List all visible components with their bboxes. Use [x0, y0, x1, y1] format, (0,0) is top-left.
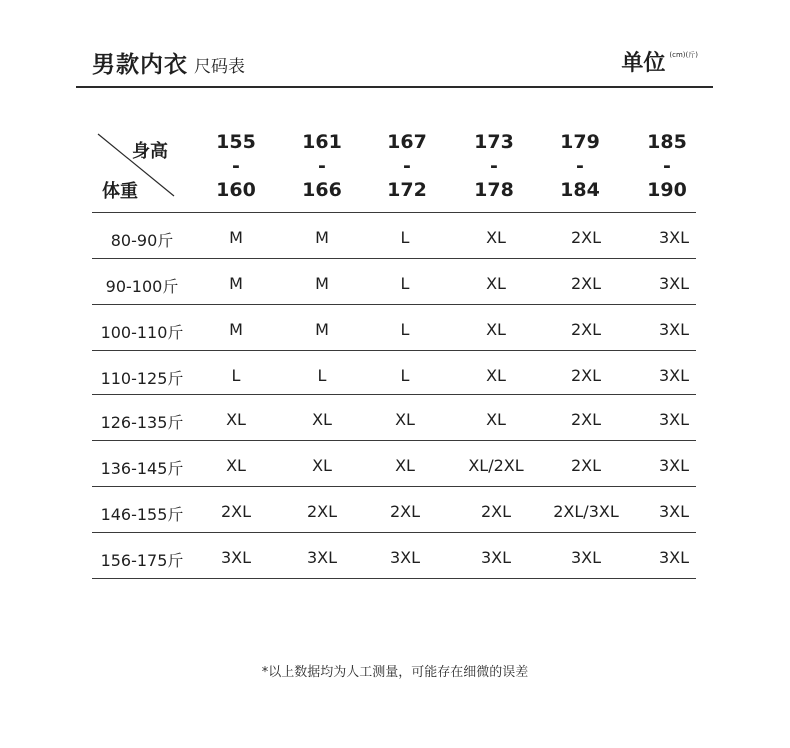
size-cell: 3XL — [389, 548, 421, 567]
row-divider — [92, 394, 696, 395]
row-divider — [92, 578, 696, 579]
size-cell: 3XL — [658, 320, 690, 339]
row-divider — [92, 304, 696, 305]
row-weight-label: 156-175斤 — [100, 551, 184, 570]
size-cell: XL — [395, 456, 415, 475]
size-cell: XL — [312, 456, 332, 475]
row-divider — [92, 486, 696, 487]
size-cell: XL — [486, 410, 506, 429]
size-cell: M — [229, 228, 243, 247]
title-divider — [76, 86, 713, 88]
row-weight-label: 80-90斤 — [110, 231, 174, 250]
size-cell: 3XL — [658, 410, 690, 429]
size-cell: L — [400, 228, 410, 247]
row-weight-label: 90-100斤 — [105, 277, 179, 296]
size-cell: M — [315, 320, 329, 339]
column-header: 167 - 172 — [387, 131, 427, 201]
size-cell: L — [400, 274, 410, 293]
size-cell: 2XL — [570, 366, 602, 385]
row-weight-label: 146-155斤 — [100, 505, 184, 524]
size-cell: 3XL — [570, 548, 602, 567]
size-cell: XL — [486, 274, 506, 293]
size-cell: 3XL — [658, 548, 690, 567]
corner-weight-label: 体重 — [102, 181, 138, 202]
unit-label — [621, 46, 698, 77]
size-cell: 2XL — [570, 320, 602, 339]
footnote: *以上数据均为人工测量，可能存在细微的误差 — [261, 665, 529, 680]
size-cell: 3XL — [658, 228, 690, 247]
row-weight-label: 126-135斤 — [100, 413, 184, 432]
column-header: 173 - 178 — [474, 131, 514, 201]
size-cell: 3XL — [658, 366, 690, 385]
size-cell: L — [317, 366, 327, 385]
size-cell: 2XL — [306, 502, 338, 521]
row-divider — [92, 212, 696, 213]
size-cell: 2XL — [570, 228, 602, 247]
table-corner-header — [92, 130, 182, 206]
size-cell: XL/2XL — [468, 456, 524, 475]
size-cell: 3XL — [658, 456, 690, 475]
size-cell: 2XL — [570, 410, 602, 429]
size-cell: 2XL/3XL — [553, 502, 619, 521]
size-cell: L — [400, 366, 410, 385]
title-main: 男款内衣 — [92, 52, 188, 78]
size-cell: M — [315, 228, 329, 247]
corner-height-label: 身高 — [132, 141, 168, 162]
size-cell: 3XL — [480, 548, 512, 567]
size-cell: 3XL — [658, 274, 690, 293]
size-cell: M — [229, 274, 243, 293]
column-header: 179 - 184 — [560, 131, 600, 201]
title-sub: 尺码表 — [194, 57, 245, 77]
page-title — [92, 46, 245, 79]
size-cell: 3XL — [306, 548, 338, 567]
size-cell: 2XL — [570, 274, 602, 293]
size-cell: L — [231, 366, 241, 385]
size-cell: M — [315, 274, 329, 293]
column-header: 155 - 160 — [216, 131, 256, 201]
row-divider — [92, 258, 696, 259]
size-cell: 2XL — [570, 456, 602, 475]
row-divider — [92, 440, 696, 441]
row-weight-label: 136-145斤 — [100, 459, 184, 478]
size-cell: XL — [226, 410, 246, 429]
size-cell: 2XL — [480, 502, 512, 521]
column-header: 161 - 166 — [302, 131, 342, 201]
row-divider — [92, 350, 696, 351]
size-cell: XL — [486, 366, 506, 385]
size-cell: XL — [226, 456, 246, 475]
size-cell: 2XL — [220, 502, 252, 521]
size-cell: 2XL — [389, 502, 421, 521]
size-cell: M — [229, 320, 243, 339]
row-weight-label: 110-125斤 — [100, 369, 184, 388]
column-header: 185 - 190 — [647, 131, 687, 201]
size-cell: XL — [486, 228, 506, 247]
size-cell: L — [400, 320, 410, 339]
row-divider — [92, 532, 696, 533]
size-cell: XL — [312, 410, 332, 429]
size-cell: 3XL — [220, 548, 252, 567]
unit-detail: (cm)(斤) — [669, 51, 698, 59]
row-weight-label: 100-110斤 — [100, 323, 184, 342]
size-cell: XL — [486, 320, 506, 339]
size-cell: 3XL — [658, 502, 690, 521]
unit-main: 单位 — [621, 51, 666, 76]
size-cell: XL — [395, 410, 415, 429]
